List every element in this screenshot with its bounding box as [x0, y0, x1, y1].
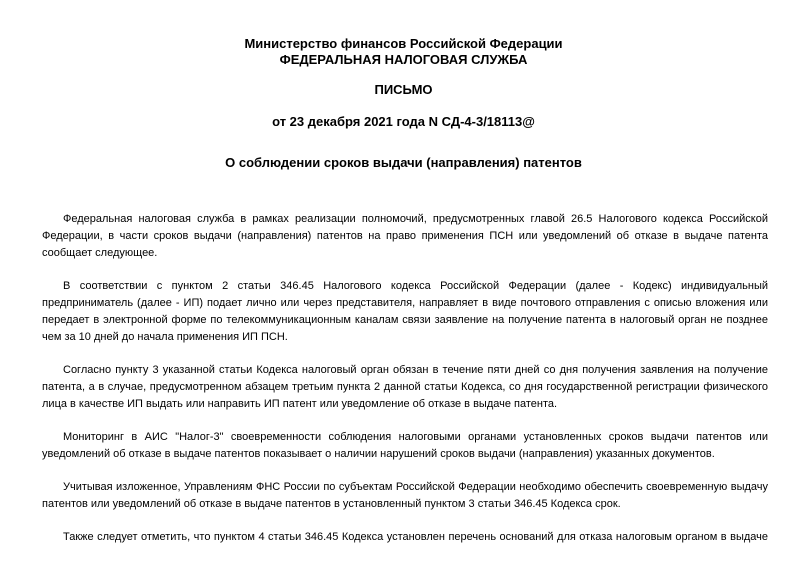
- document-type-heading: ПИСЬМО: [374, 82, 433, 97]
- paragraph-5: Учитывая изложенное, Управлениям ФНС России по субъектам Российской Федерации необходимо обеспечить своевременную выдачу патентов или уведомлений об отказе в выдаче патентов в установленный пунктом 3 статьи 346.45 Кодекса срок.: [42, 481, 768, 510]
- paragraph-2: В соответствии с пунктом 2 статьи 346.45 Налогового кодекса Российской Федерации (далее - Кодекс) индивидуальный предприниматель (далее - ИП) подает лично или через представителя, направляет в виде почтового отправления с описью вложения или передает в электронной форме по телекоммуникационным каналам связи заявление на получение патента в налоговый орган не позднее чем за 10 дней до начала применения ИП ПСН.: [42, 280, 768, 343]
- document-date-number: от 23 декабря 2021 года N СД-4-3/18113@: [272, 114, 535, 129]
- letter-body: [42, 211, 768, 562]
- ministry-heading: Министерство финансов Российской Федерации: [244, 36, 563, 51]
- paragraph-1: Федеральная налоговая служба в рамках реализации полномочий, предусмотренных главой 26.5 Налогового кодекса Российской Федерации, в части сроков выдачи (направления) патентов на право применения ПСН или уведомлений об отказе в выдаче патента сообщает следующее.: [42, 213, 768, 259]
- paragraph-6: Также следует отметить, что пунктом 4 статьи 346.45 Кодекса установлен перечень оснований для отказа налоговым органом в выдаче: [63, 531, 768, 543]
- paragraph-4: Мониторинг в АИС "Налог-3" своевременности соблюдения налоговыми органами установленных сроков выдачи патентов или уведомлений об отказе в выдаче патентов показывает о наличии нарушений сроков выдачи (направления) указанных документов.: [42, 431, 768, 460]
- service-heading: ФЕДЕРАЛЬНАЯ НАЛОГОВАЯ СЛУЖБА: [279, 52, 528, 67]
- document-subject: О соблюдении сроков выдачи (направления) патентов: [225, 155, 582, 170]
- paragraph-3: Согласно пункту 3 указанной статьи Кодекса налоговый орган обязан в течение пяти дней со дня получения заявления на получение патента, а в случае, предусмотренном абзацем третьим пункта 2 данной статьи Кодекса, со дня государственной регистрации физического лица в качестве ИП выдать или направить ИП патент или уведомление об отказе в выдаче патента.: [42, 364, 768, 410]
